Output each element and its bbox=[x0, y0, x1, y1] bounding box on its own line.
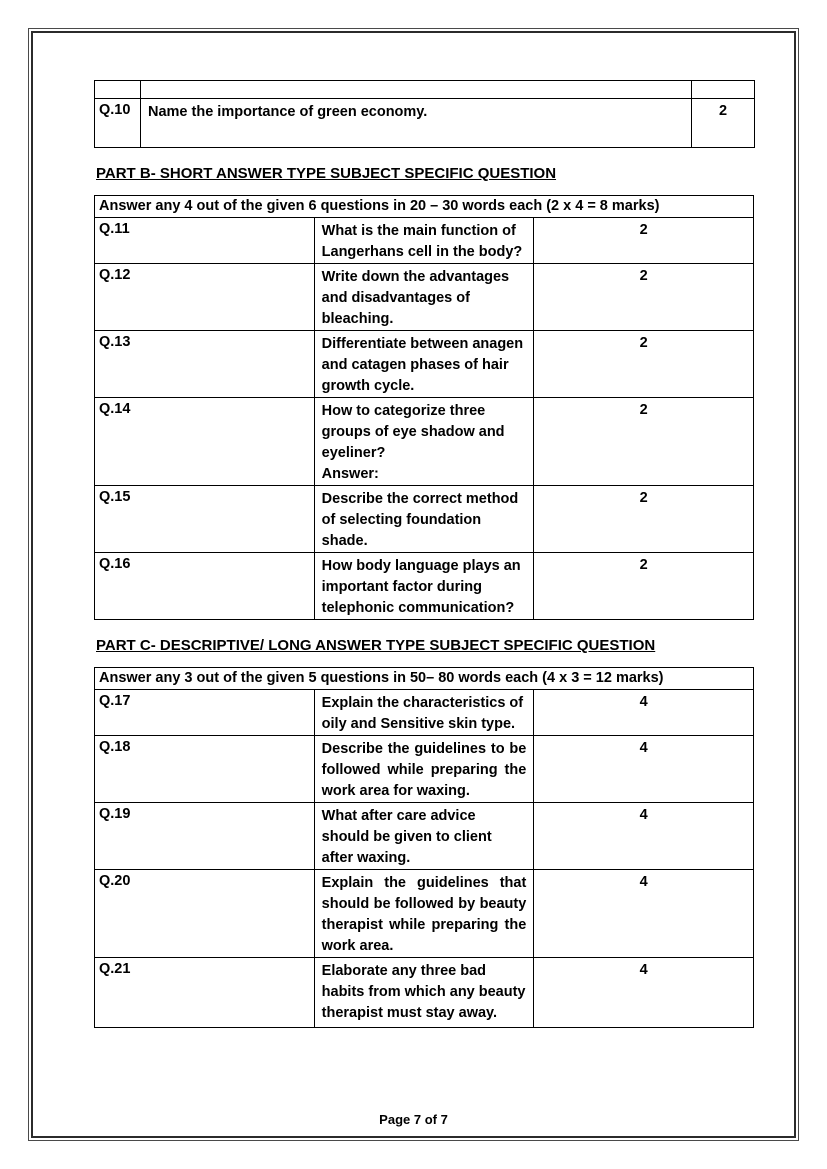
marks-cell: 4 bbox=[534, 958, 754, 1028]
question-text: Explain the guidelines that should be followed by beauty therapist while preparing the work area. bbox=[314, 870, 534, 958]
marks-cell: 2 bbox=[534, 331, 754, 398]
question-number: Q.21 bbox=[95, 958, 315, 1028]
marks-cell: 2 bbox=[534, 218, 754, 264]
question-row bbox=[95, 803, 754, 870]
question-text: What after care advice should be given to client after waxing. bbox=[314, 803, 534, 870]
marks-cell bbox=[692, 81, 755, 99]
question-text: Explain the characteristics of oily and Sensitive skin type. bbox=[314, 690, 534, 736]
empty-row bbox=[95, 81, 755, 99]
page-content bbox=[33, 33, 794, 1028]
instruction-row bbox=[95, 196, 754, 218]
part-b-table bbox=[94, 195, 754, 620]
question-number: Q.17 bbox=[95, 690, 315, 736]
marks-cell: 2 bbox=[534, 398, 754, 486]
question-text: How body language plays an important factor during telephonic communication? bbox=[314, 553, 534, 620]
question-number: Q.11 bbox=[95, 218, 315, 264]
page-border bbox=[28, 28, 799, 1141]
question-text: Elaborate any three bad habits from which any beauty therapist must stay away. bbox=[314, 958, 534, 1028]
question-number: Q.14 bbox=[95, 398, 315, 486]
question-text-line: How to categorize three groups of eye shadow and eyeliner? bbox=[321, 403, 505, 461]
marks-cell: 4 bbox=[534, 803, 754, 870]
question-row bbox=[95, 553, 754, 620]
question-text: Name the importance of green economy. bbox=[141, 99, 692, 148]
question-row bbox=[95, 398, 754, 486]
marks-cell: 4 bbox=[534, 870, 754, 958]
question-number: Q.18 bbox=[95, 736, 315, 803]
question-row bbox=[95, 736, 754, 803]
question-text: Describe the correct method of selecting foundation shade. bbox=[314, 486, 534, 553]
marks-cell: 2 bbox=[534, 553, 754, 620]
question-number: Q.13 bbox=[95, 331, 315, 398]
marks-cell: 2 bbox=[692, 99, 755, 148]
question-row bbox=[95, 99, 755, 148]
question-row bbox=[95, 690, 754, 736]
question-number bbox=[95, 81, 141, 99]
marks-cell: 2 bbox=[534, 264, 754, 331]
question-row bbox=[95, 870, 754, 958]
page-border-inner bbox=[31, 31, 796, 1138]
question-number: Q.19 bbox=[95, 803, 315, 870]
question-number: Q.12 bbox=[95, 264, 315, 331]
part-b-instruction: Answer any 4 out of the given 6 questions in 20 – 30 words each (2 x 4 = 8 marks) bbox=[95, 196, 754, 218]
question-text: Describe the guidelines to be followed while preparing the work area for waxing. bbox=[314, 736, 534, 803]
question-row bbox=[95, 218, 754, 264]
part-b-heading: PART B- SHORT ANSWER TYPE SUBJECT SPECIFIC QUESTION bbox=[96, 165, 557, 182]
question-row bbox=[95, 958, 754, 1028]
part-c-table bbox=[94, 667, 754, 1028]
marks-cell: 4 bbox=[534, 736, 754, 803]
question-text bbox=[141, 81, 692, 99]
question-row bbox=[95, 486, 754, 553]
question-text bbox=[314, 398, 534, 486]
marks-cell: 2 bbox=[534, 486, 754, 553]
question-text: Differentiate between anagen and catagen phases of hair growth cycle. bbox=[314, 331, 534, 398]
question-number: Q.15 bbox=[95, 486, 315, 553]
part-c-heading: PART C- DESCRIPTIVE/ LONG ANSWER TYPE SUBJECT SPECIFIC QUESTION bbox=[96, 637, 656, 654]
question-row bbox=[95, 264, 754, 331]
question-text: Write down the advantages and disadvantages of bleaching. bbox=[314, 264, 534, 331]
page-footer: Page 7 of 7 bbox=[379, 1112, 448, 1127]
question-row bbox=[95, 331, 754, 398]
answer-label: Answer: bbox=[321, 466, 379, 482]
question-table-top bbox=[94, 80, 755, 148]
instruction-row bbox=[95, 668, 754, 690]
marks-cell: 4 bbox=[534, 690, 754, 736]
question-number: Q.16 bbox=[95, 553, 315, 620]
part-c-instruction: Answer any 3 out of the given 5 questions in 50– 80 words each (4 x 3 = 12 marks) bbox=[95, 668, 754, 690]
question-number: Q.20 bbox=[95, 870, 315, 958]
question-text: What is the main function of Langerhans cell in the body? bbox=[314, 218, 534, 264]
question-number: Q.10 bbox=[95, 99, 141, 148]
